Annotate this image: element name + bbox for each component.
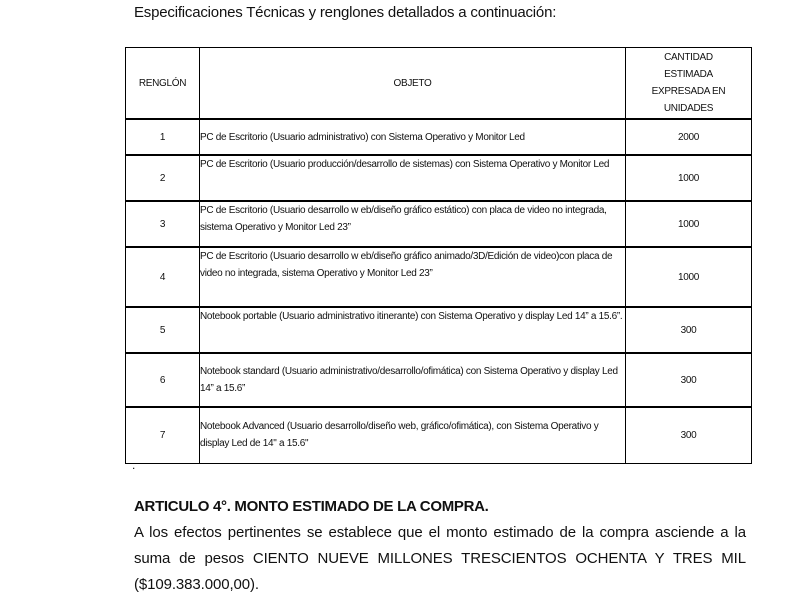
header-cantidad <box>626 48 752 120</box>
table-row <box>126 307 752 353</box>
article-line: ($109.383.000,00). <box>134 576 259 593</box>
table-row <box>126 407 752 463</box>
table-header-row <box>126 48 752 120</box>
header-cantidad-line: ESTIMADA <box>664 69 713 80</box>
intro-text: Especificaciones Técnicas y renglones detallados a continuación: <box>134 4 557 21</box>
row-object: PC de Escritorio (Usuario desarrollo w eb/diseño gráfico animado/3D/Edición de video)con placa de video no integrada, sistema Operativo y Monitor Led 23” <box>200 247 626 307</box>
row-quantity: 300 <box>626 353 752 407</box>
row-number: 4 <box>126 247 200 307</box>
row-quantity: 1000 <box>626 247 752 307</box>
row-number: 2 <box>126 155 200 201</box>
header-cantidad-line: CANTIDAD <box>664 52 713 63</box>
table-row <box>126 155 752 201</box>
row-quantity: 1000 <box>626 201 752 247</box>
table-row <box>126 201 752 247</box>
row-quantity: 300 <box>626 407 752 463</box>
row-object: PC de Escritorio (Usuario desarrollo w eb/diseño gráfico estático) con placa de video no integrada, sistema Operativo y Monitor Led 23” <box>200 201 626 247</box>
article-title: ARTICULO 4°. MONTO ESTIMADO DE LA COMPRA. <box>134 498 489 515</box>
row-quantity: 300 <box>626 307 752 353</box>
table-row <box>126 247 752 307</box>
row-number: 6 <box>126 353 200 407</box>
table-row <box>126 353 752 407</box>
row-number: 7 <box>126 407 200 463</box>
row-number: 3 <box>126 201 200 247</box>
row-quantity: 2000 <box>626 119 752 155</box>
header-objeto: OBJETO <box>200 48 626 120</box>
stray-mark: . <box>132 458 136 472</box>
article-line: suma de pesos CIENTO NUEVE MILLONES TRESCIENTOS OCHENTA Y TRES MIL <box>134 550 746 567</box>
row-object: PC de Escritorio (Usuario producción/desarrollo de sistemas) con Sistema Operativo y Monitor Led <box>200 155 626 201</box>
row-quantity: 1000 <box>626 155 752 201</box>
row-number: 1 <box>126 119 200 155</box>
article-line: A los efectos pertinentes se establece que el monto estimado de la compra asciende a la <box>134 524 746 541</box>
row-object: PC de Escritorio (Usuario administrativo) con Sistema Operativo y Monitor Led <box>200 119 626 155</box>
specs-table <box>125 47 752 464</box>
header-cantidad-line: UNIDADES <box>663 103 714 114</box>
row-number: 5 <box>126 307 200 353</box>
table-row <box>126 119 752 155</box>
header-cantidad-line: EXPRESADA EN <box>651 86 726 97</box>
header-renglon: RENGLÓN <box>126 48 200 120</box>
article-paragraph <box>134 520 746 598</box>
row-object: Notebook portable (Usuario administrativo itinerante) con Sistema Operativo y display Led 14” a 15.6”. <box>200 307 626 353</box>
row-object: Notebook standard (Usuario administrativo/desarrollo/ofimática) con Sistema Operativo y display Led 14” a 15.6” <box>200 353 626 407</box>
row-object: Notebook Advanced (Usuario desarrollo/diseño web, gráfico/ofimática), con Sistema Operativo y display Led de 14" a 15.6" <box>200 407 626 463</box>
